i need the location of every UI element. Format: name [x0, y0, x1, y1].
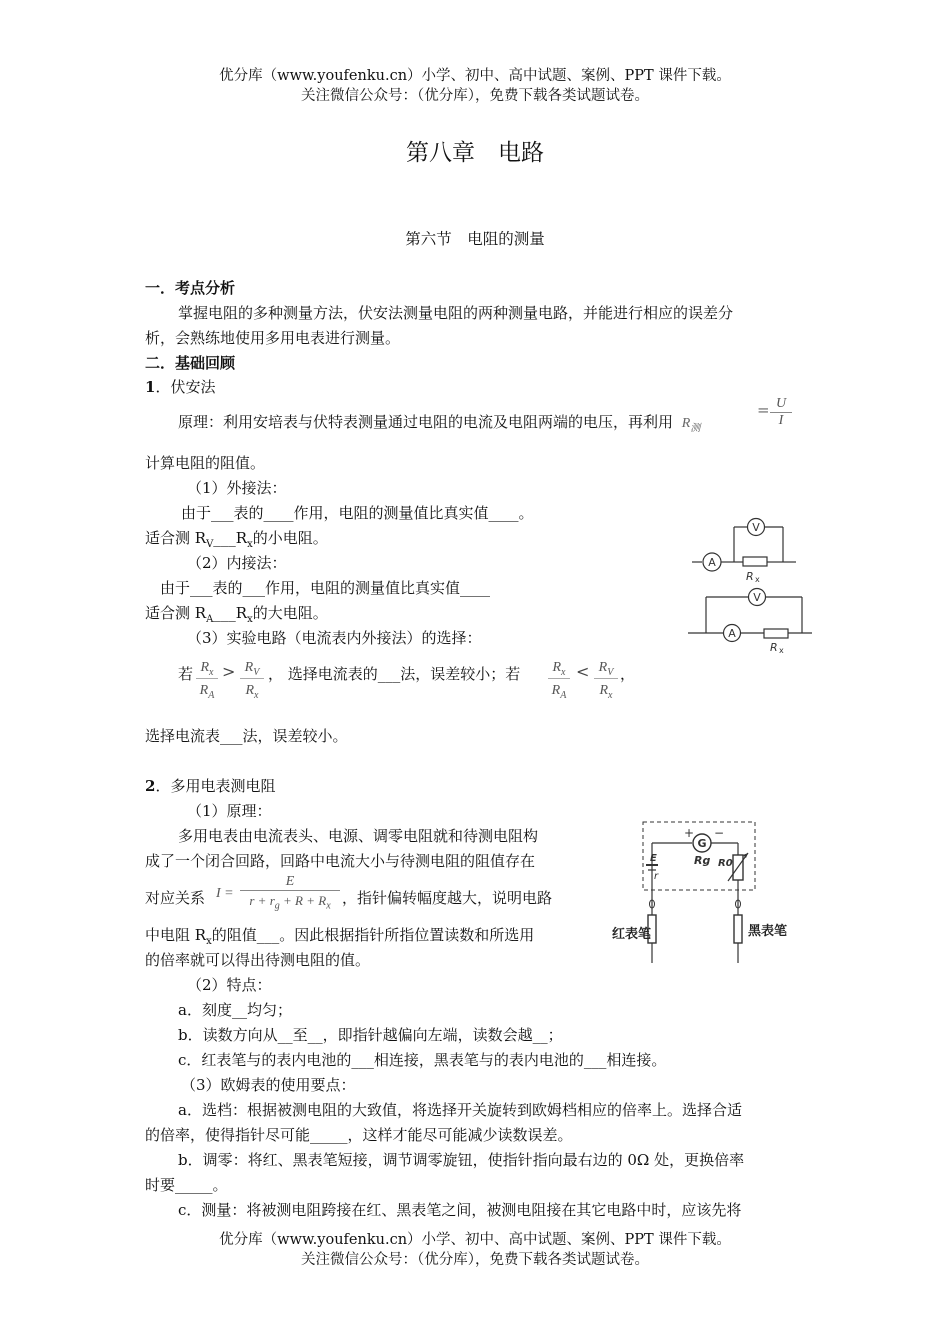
chapter-title: 第八章 电路 [406, 140, 544, 166]
ohmmeter-circuit-diagram [610, 818, 800, 968]
external-method-fit: 适合测 $R_V\_\_\_R_x$的小电阻。 [145, 529, 328, 550]
external-circuit-diagram [688, 515, 818, 585]
usage-a-line-1: a．选档：根据被测电阻的大致值，将选择开关旋转到欧姆档相应的倍率上。选择合适 [178, 1101, 742, 1119]
header-line-2: 关注微信公众号：（优分库），免费下载各类试题试卷。 [301, 88, 649, 104]
heading-analysis: 一．考点分析 [145, 279, 236, 297]
feature-a: a．刻度__均匀； [178, 1001, 292, 1019]
choice-line-2: 选择电流表___法，误差较小。 [145, 727, 348, 745]
choice-title: （3）实验电路（电流表内外接法）的选择： [187, 629, 482, 647]
item-2-title: 2．多用电表测电阻 [145, 777, 276, 795]
svg-text:r: r [654, 871, 659, 882]
formula-equals: = [757, 401, 770, 419]
internal-method-title: （2）内接法： [187, 554, 287, 572]
frac-rv-over-rx-2: $R_V$ $R_x$ [594, 660, 618, 701]
choice-mid: ， 选择电流表的___法，误差较小；若 [268, 665, 521, 683]
external-method-line: 由于___表的____作用，电阻的测量值比真实值____。 [181, 504, 534, 522]
frac-rv-over-rx-1: $R_V$ $R_x$ [240, 660, 264, 701]
svg-text:黑表笔: 黑表笔 [748, 924, 788, 939]
svg-text:R: R [770, 641, 778, 654]
analysis-line-2: 析，会熟练地使用多用电表进行测量。 [145, 329, 401, 347]
usage-b-line-2: 时要_____。 [145, 1176, 228, 1194]
svg-text:x: x [755, 575, 760, 584]
frac-rx-over-ra-1: $R_x$ $R_A$ [196, 660, 218, 701]
lt-sign: < [576, 662, 590, 681]
feature-c: c．红表笔与的表内电池的___相连接，黑表笔与的表内电池的___相连接。 [178, 1051, 667, 1069]
svg-text:R0: R0 [718, 858, 733, 869]
choice-end: ， [620, 665, 636, 683]
features-title: （2）特点： [187, 976, 272, 994]
internal-circuit-diagram [686, 585, 821, 657]
usage-b-line-1: b．调零：将红、黑表笔短接，调节调零旋钮，使指针指向最右边的 0Ω 处，更换倍率 [178, 1151, 745, 1169]
item-1-title: 1．伏安法 [145, 378, 216, 396]
principle-end: 计算电阻的阻值。 [145, 454, 266, 472]
header-line-1: 优分库（www.youfenku.cn）小学、初中、高中试题、案例、PPT 课件下载。 [219, 68, 731, 84]
usage-a-line-2: 的倍率，使得指针尽可能_____，这样才能尽可能减少读数误差。 [145, 1126, 573, 1144]
formula-i-equals: I = [216, 886, 234, 901]
ohmmeter-principle-line-3b: ，指针偏转幅度越大，说明电路 [342, 889, 553, 907]
principle-line: 原理：利用安培表与伏特表测量通过电阻的电流及电阻两端的电压，再利用 $R_测$ [178, 413, 701, 434]
external-method-title: （1）外接法： [187, 479, 287, 497]
usage-c-line-1: c．测量：将被测电阻跨接在红、黑表笔之间，被测电阻接在其它电路中时，应该先将 [178, 1201, 742, 1219]
formula-current-fraction: E $r + r_g + R + R_x$ [240, 874, 340, 912]
formula-r-measured: $R_测$ [681, 416, 701, 434]
gt-sign: > [222, 662, 236, 681]
section-title: 第六节 电阻的测量 [405, 230, 545, 248]
choice-if-1: 若 [178, 665, 194, 683]
footer-line-1: 优分库（www.youfenku.cn）小学、初中、高中试题、案例、PPT 课件下载。 [219, 1232, 731, 1248]
svg-text:+: + [684, 826, 695, 840]
ohmmeter-principle-line-2: 成了一个闭合回路，回路中电流大小与待测电阻的阻值存在 [145, 852, 536, 870]
footer-line-2: 关注微信公众号：（优分库），免费下载各类试题试卷。 [301, 1252, 649, 1268]
svg-text:−: − [714, 826, 725, 840]
ohmmeter-principle-title: （1）原理： [187, 802, 272, 820]
svg-text:A: A [708, 556, 716, 569]
svg-text:x: x [779, 646, 784, 655]
usage-title: （3）欧姆表的使用要点： [181, 1076, 356, 1094]
svg-text:红表笔: 红表笔 [612, 927, 652, 942]
ohmmeter-principle-line-4: 中电阻 $R_x$的阻值___。因此根据指针所指位置读数和所选用 [145, 926, 535, 947]
ohmmeter-principle-line-1: 多用电表由电流表头、电源、调零电阻就和待测电阻构 [178, 827, 539, 845]
svg-text:V: V [753, 591, 761, 604]
svg-text:G: G [697, 837, 707, 850]
svg-text:A: A [728, 627, 736, 640]
frac-rx-over-ra-2: $R_x$ $R_A$ [548, 660, 570, 701]
svg-text:R: R [746, 570, 754, 583]
ohmmeter-principle-line-3a: 对应关系 [145, 889, 206, 907]
internal-method-line: 由于___表的___作用，电阻的测量值比真实值____ [160, 579, 491, 597]
ohmmeter-principle-line-5: 的倍率就可以得出待测电阻的值。 [145, 951, 371, 969]
formula-u-over-i: U I [770, 396, 792, 429]
feature-b: b．读数方向从__至__，即指针越偏向左端，读数会越__； [178, 1026, 563, 1044]
svg-text:E: E [650, 853, 657, 864]
analysis-line-1: 掌握电阻的多种测量方法，伏安法测量电阻的两种测量电路，并能进行相应的误差分 [178, 304, 734, 322]
svg-text:Rg: Rg [694, 854, 711, 867]
svg-text:V: V [752, 521, 760, 534]
heading-review: 二．基础回顾 [145, 354, 236, 372]
internal-method-fit: 适合测 $R_A\_\_\_R_x$的大电阻。 [145, 604, 328, 625]
